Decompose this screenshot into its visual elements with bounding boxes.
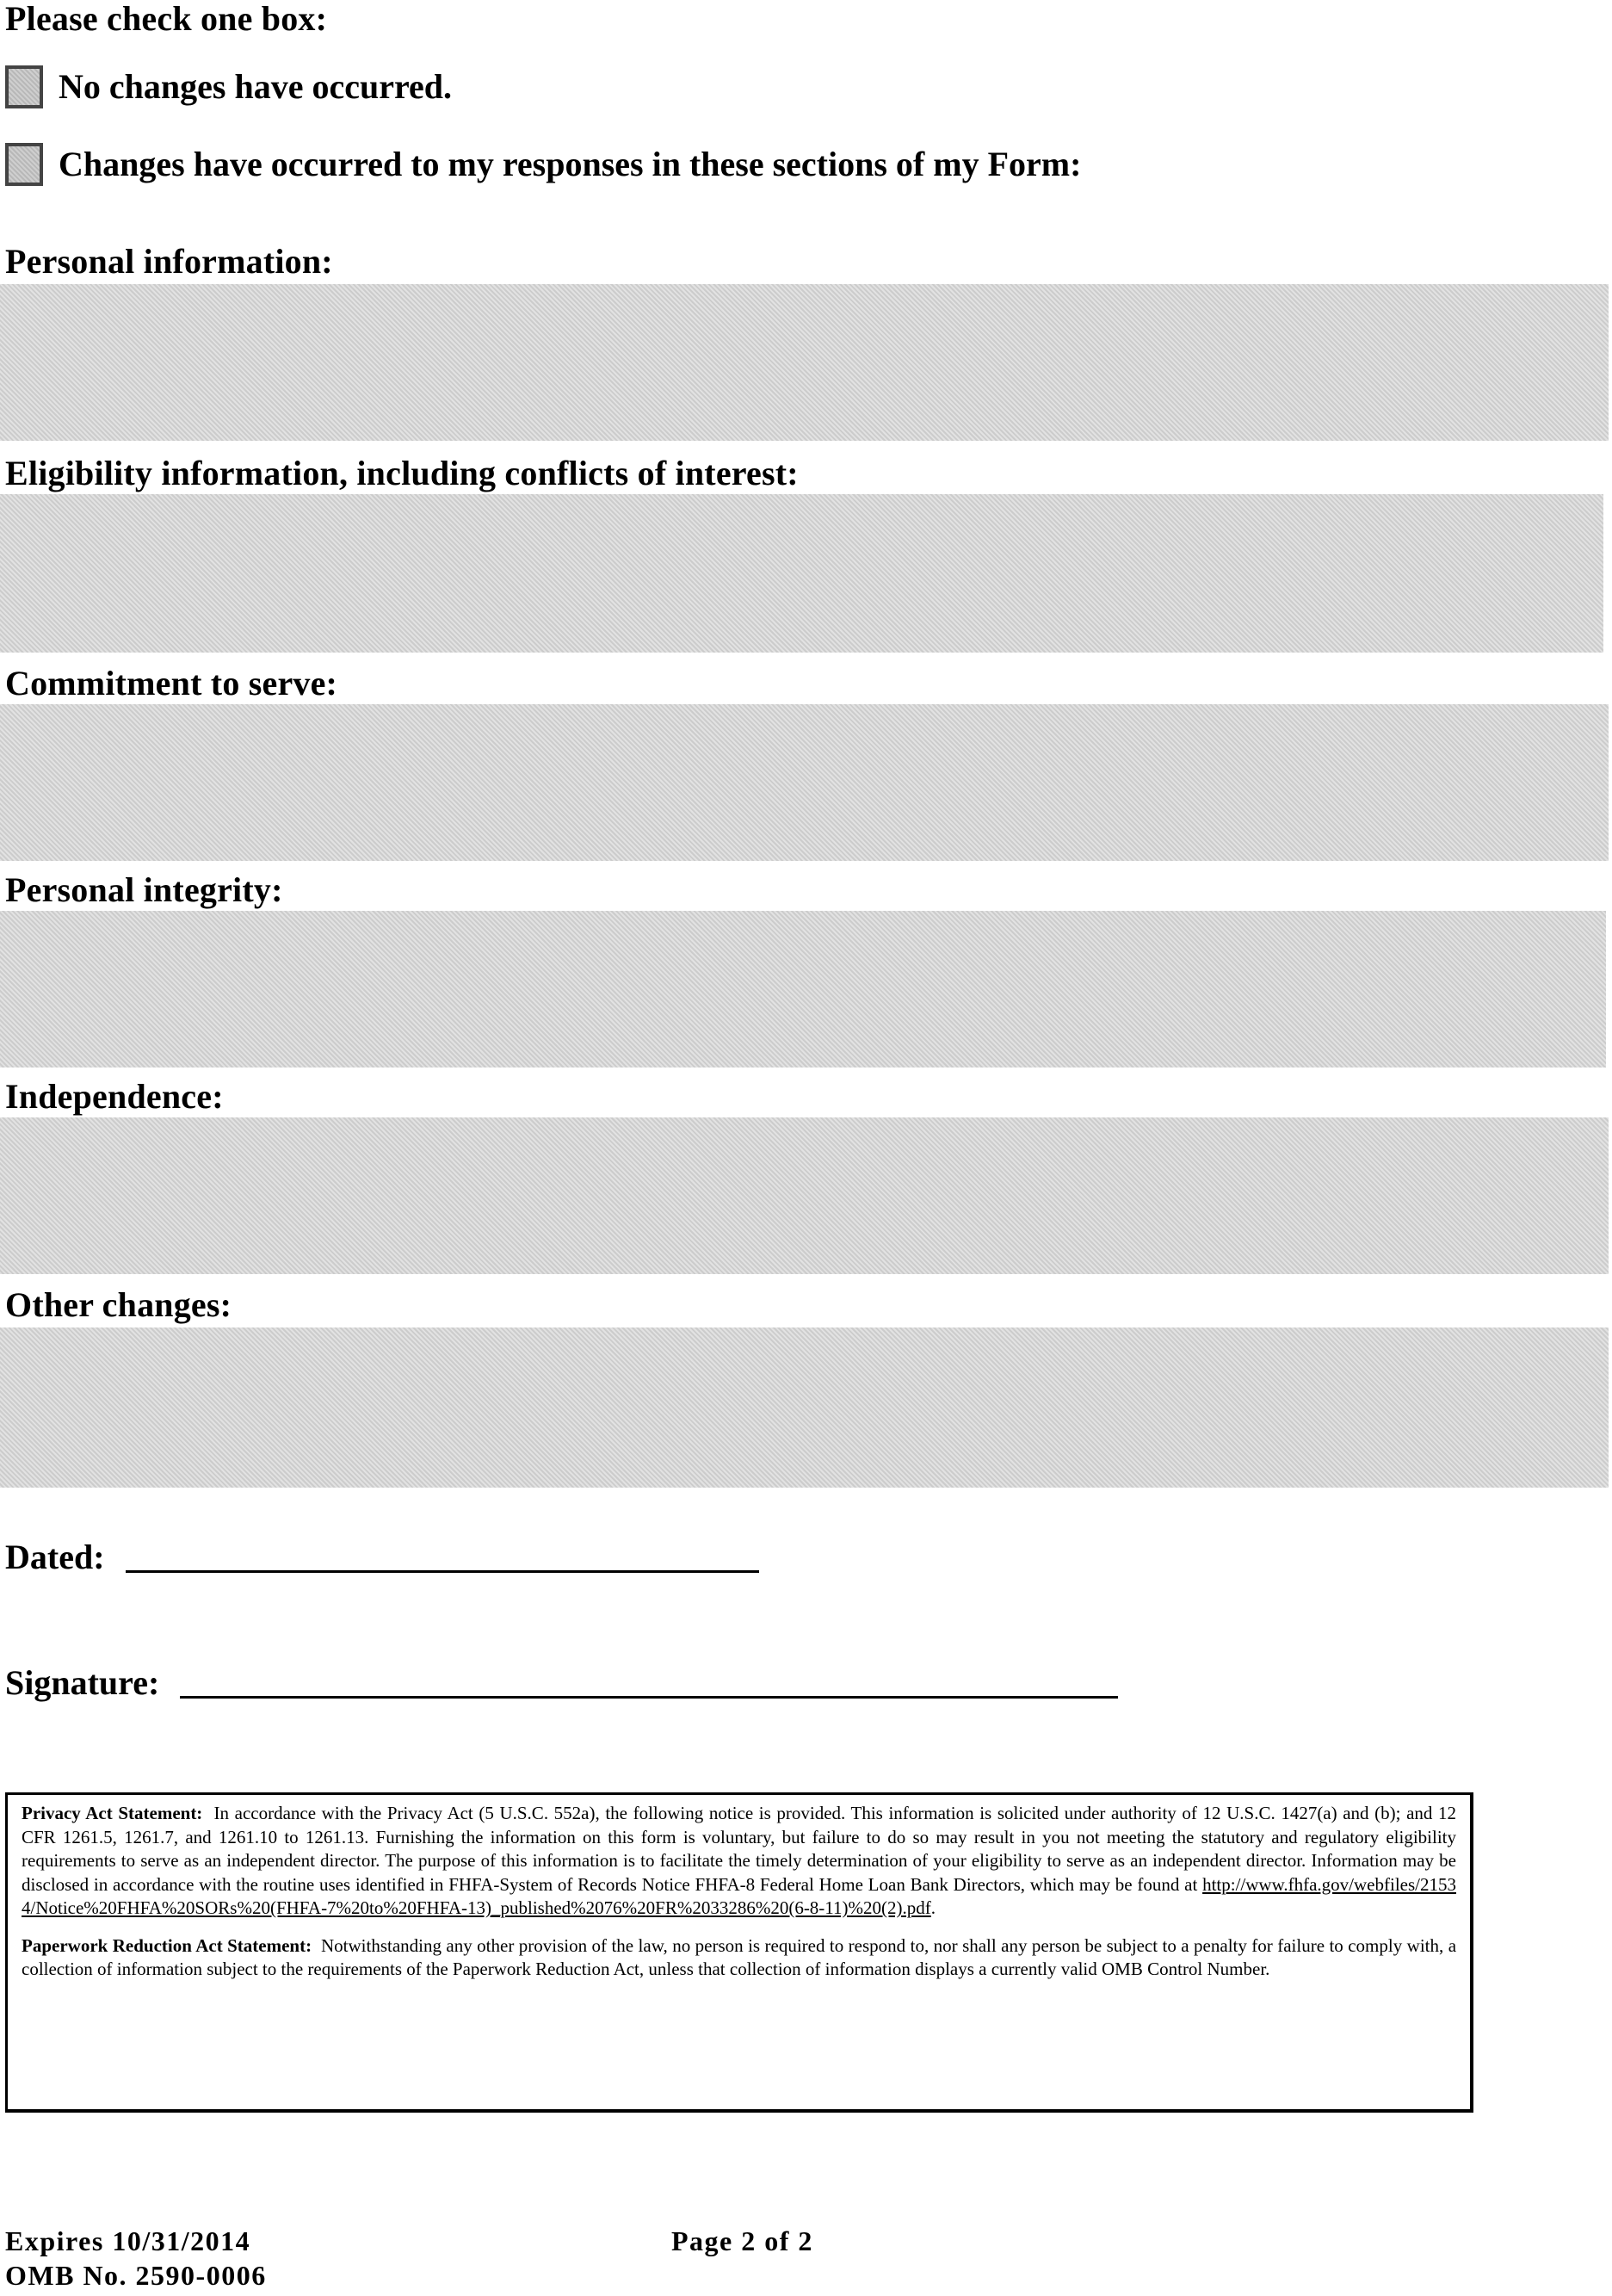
dated-row [5,1536,759,1576]
privacy-act-paragraph [22,1802,1456,1921]
section-label-independence: Independence: [5,1077,224,1116]
personal-integrity-field[interactable] [0,911,1606,1068]
section-label-other-changes: Other changes: [5,1285,232,1324]
signature-line[interactable] [180,1662,1118,1699]
changes-occurred-label: Changes have occurred to my responses in these sections of my Form: [59,145,1082,183]
dated-label: Dated: [5,1538,105,1576]
privacy-act-end: . [930,1897,936,1918]
section-label-commitment-to-serve: Commitment to serve: [5,664,338,702]
footer-omb-number: OMB No. 2590-0006 [5,2260,267,2291]
signature-row [5,1662,1118,1702]
paperwork-act-paragraph [22,1934,1456,1982]
signature-label: Signature: [5,1663,160,1702]
section-label-personal-integrity: Personal integrity: [5,870,283,909]
independence-field[interactable] [0,1117,1609,1274]
section-label-eligibility-information: Eligibility information, including conflicts of interest: [5,454,799,492]
option-no-changes[interactable] [5,65,452,108]
paperwork-act-text: Notwithstanding any other provision of the law, no person is required to respond to, nor shall any person be subject to a penalty for failure to comply with, a collection of information subject to the requirements of the Paperwork Reduction Act, unless that collection of information displays a currently valid OMB Control Number. [22,1934,1457,1979]
option-changes-occurred[interactable] [5,143,1081,186]
changes-occurred-checkbox[interactable] [5,143,43,186]
footer-page-number: Page 2 of 2 [671,2225,813,2256]
paperwork-act-title: Paperwork Reduction Act Statement: [22,1934,312,1956]
other-changes-field[interactable] [0,1327,1609,1488]
instructions-heading: Please check one box: [5,0,328,38]
personal-information-field[interactable] [0,284,1609,441]
privacy-act-title: Privacy Act Statement: [22,1803,203,1823]
no-changes-label: No changes have occurred. [59,67,452,106]
privacy-act-text: In accordance with the Privacy Act (5 U.S.C. 552a), the following notice is provided. This information is solicited under authority of 12 U.S.C. 1427(a) and (b); and 12 CFR 1261.5, 1261.7, and 1261.10 to 1261.13. Furnishing the information on this form is voluntary, but failure to do so may result in you not meeting the statutory and regulatory eligibility requirements to serve as an independent director. The purpose of this information is to facilitate the timely determination of your eligibility to serve as an independent director. Information may be disclosed in accordance with the routine uses identified in FHFA-System of Records Notice FHFA-8 Federal Home Loan Bank Directors, which may be found at [22,1803,1457,1895]
footer-left [5,2224,267,2293]
eligibility-information-field[interactable] [0,494,1603,653]
dated-line[interactable] [126,1536,759,1573]
section-label-personal-information: Personal information: [5,242,333,281]
footer-expires: Expires 10/31/2014 [5,2225,251,2256]
commitment-to-serve-field[interactable] [0,704,1609,861]
privacy-act-link[interactable]: http://www.fhfa.gov/webfiles/21534/Notice%20FHFA%20SORs%20(FHFA-7%20to%20FHFA-13)_published%2076%20FR%2033286%20(6-8-11)%20(2).pdf [22,1873,1456,1918]
no-changes-checkbox[interactable] [5,65,43,108]
privacy-notice-box [5,1792,1473,2113]
